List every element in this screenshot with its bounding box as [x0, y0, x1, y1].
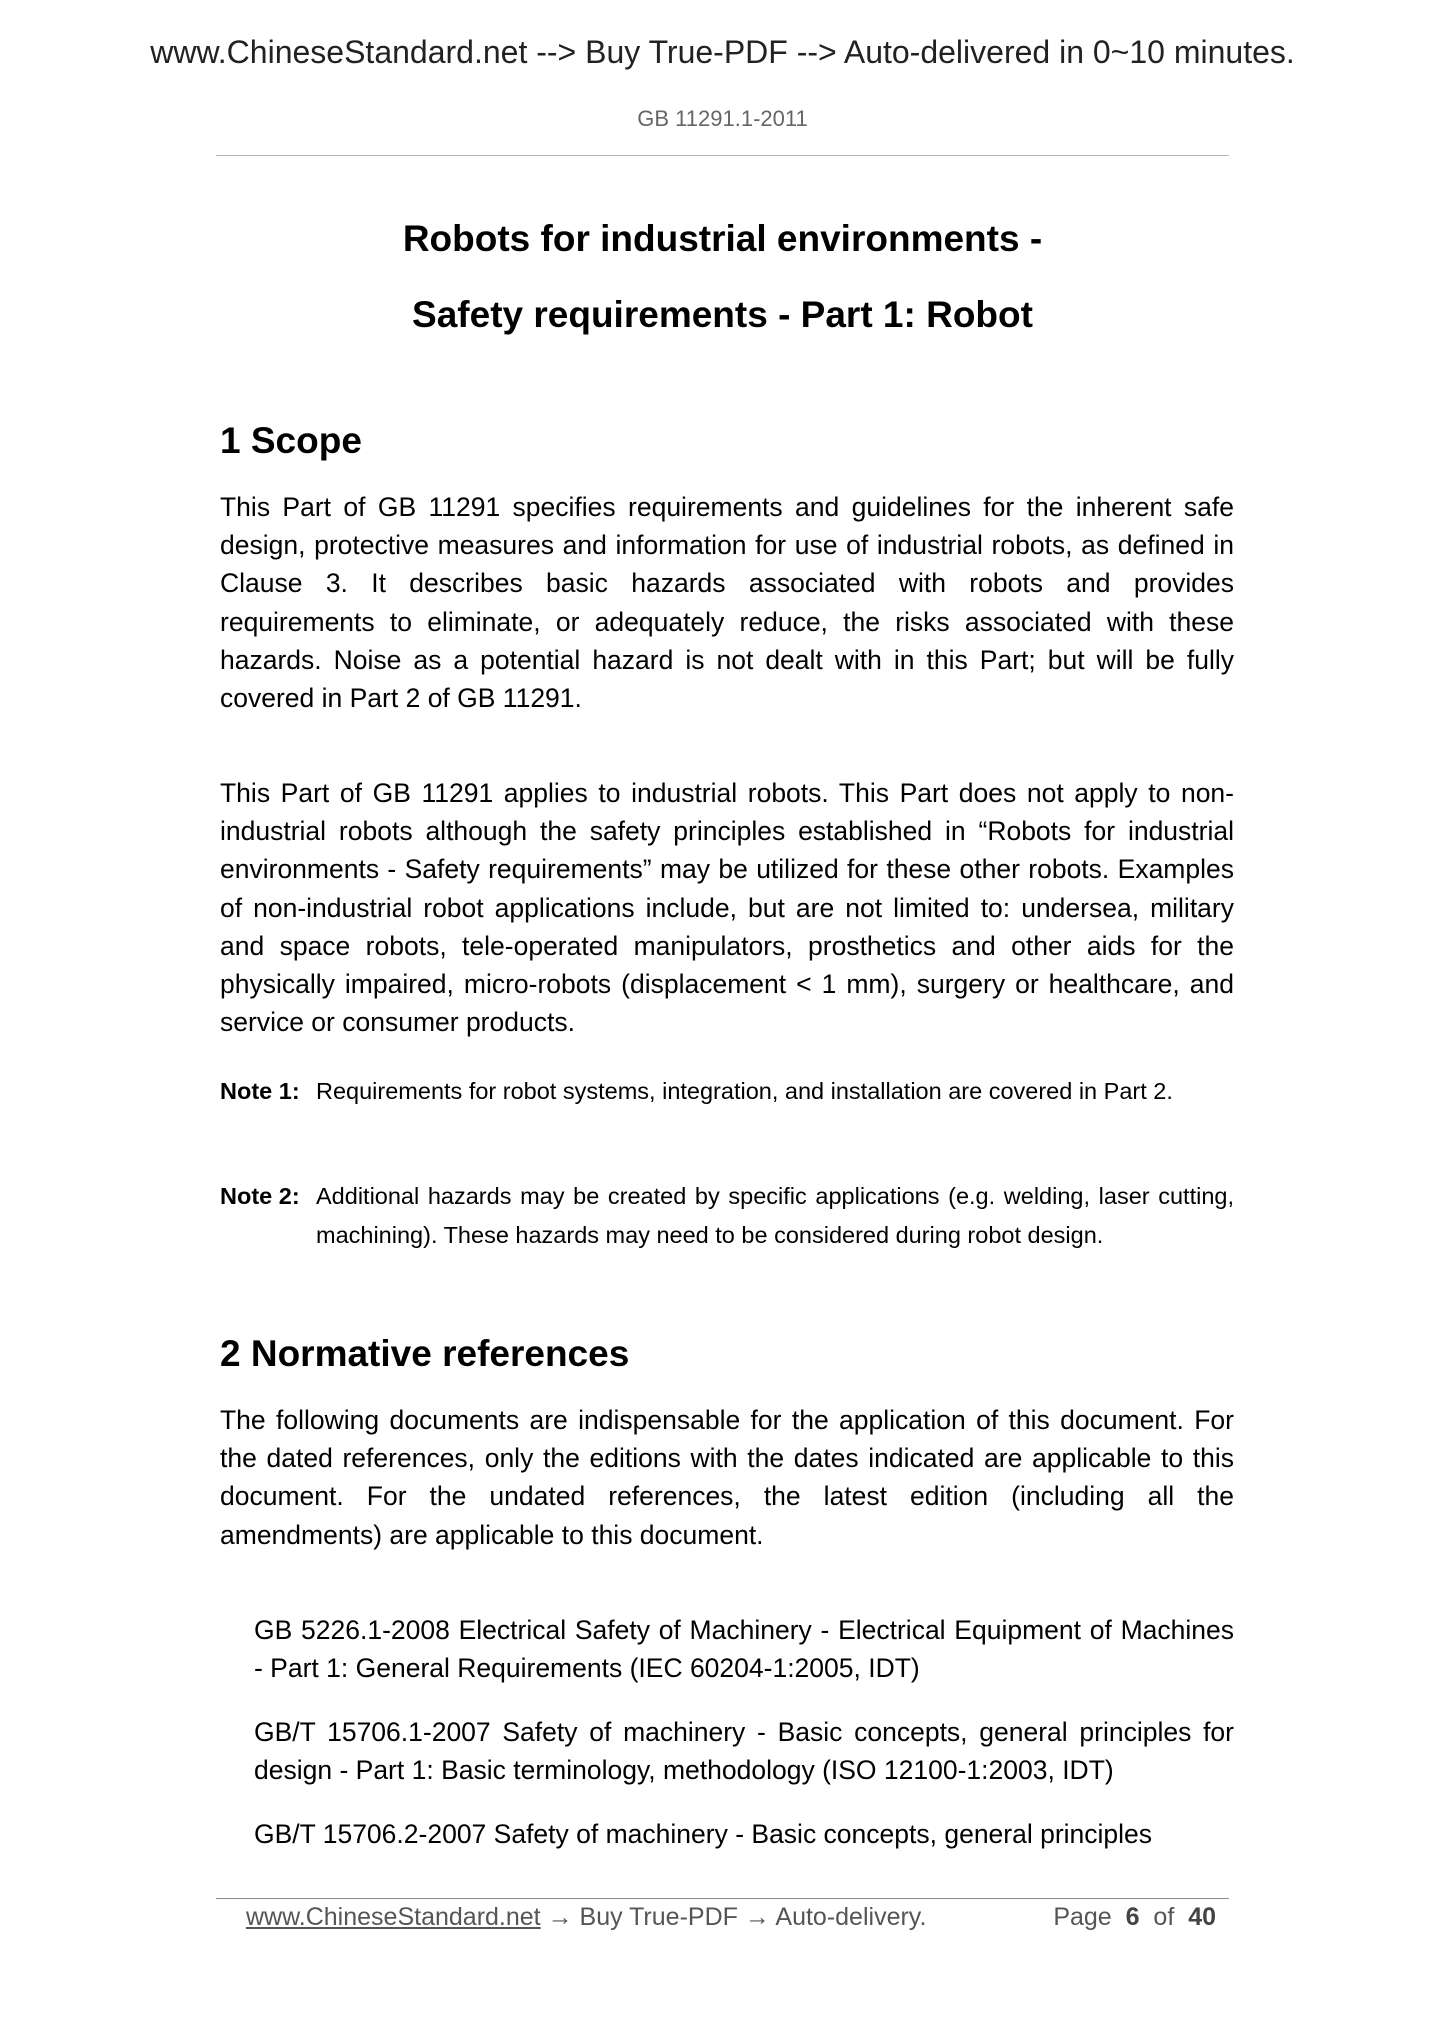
note-1-text: Requirements for robot systems, integration, and installation are covered in Part 2.	[316, 1078, 1173, 1104]
note-1	[220, 1072, 1234, 1111]
scope-paragraph-2: This Part of GB 11291 applies to industrial robots. This Part does not apply to non-industrial robots although the safety principles established in “Robots for industrial environments - Safety requirements” may be utilized for these other robots. Examples of non-industrial robot applications include, but are not limited to: undersea, military and space robots, tele-operated manipulators, prosthetics and other aids for the physically impaired, micro-robots (displacement < 1 mm), surgery or healthcare, and service or consumer products.	[220, 778, 1234, 1038]
reference-item: GB 5226.1-2008 Electrical Safety of Machinery - Electrical Equipment of Machines - Part 1: General Requirements (IEC 60204-1:2005, IDT)	[254, 1615, 1234, 1684]
page-number: 6	[1125, 1903, 1140, 1931]
header-divider	[216, 155, 1229, 156]
header-banner: www.ChineseStandard.net --> Buy True-PDF --> Auto-delivered in 0~10 minutes.	[150, 34, 1295, 70]
footer	[246, 1903, 1216, 1932]
note-2-text: Additional hazards may be created by specific applications (e.g. welding, laser cutting, machining). These hazards may need to be considered during robot design.	[316, 1183, 1234, 1248]
note-2	[220, 1177, 1234, 1254]
reference-item: GB/T 15706.1-2007 Safety of machinery - Basic concepts, general principles for design - Part 1: Basic terminology, methodology (ISO 12100-1:2003, IDT)	[254, 1717, 1234, 1786]
footer-site-link[interactable]: www.ChineseStandard.net	[246, 1903, 541, 1931]
page-indicator	[1053, 1903, 1216, 1932]
section-heading-scope: 1 Scope	[220, 420, 362, 461]
standard-code: GB 11291.1-2011	[637, 106, 808, 131]
normative-references-intro: The following documents are indispensable for the application of this document. For the dated references, only the editions with the dates indicated are applicable to this document. For the undated references, the latest edition (including all the amendments) are applicable to this document.	[220, 1405, 1234, 1550]
reference-item: GB/T 15706.2-2007 Safety of machinery - Basic concepts, general principles	[254, 1819, 1153, 1849]
page-word: Page	[1053, 1903, 1112, 1931]
note-1-label: Note 1:	[220, 1078, 300, 1104]
footer-divider	[216, 1898, 1229, 1899]
footer-tagline: → Buy True-PDF → Auto-delivery.	[540, 1903, 927, 1931]
scope-paragraph-1: This Part of GB 11291 specifies requirements and guidelines for the inherent safe design, protective measures and information for use of industrial robots, as defined in Clause 3. It describes basic hazards associated with robots and provides requirements to eliminate, or adequately reduce, the risks associated with these hazards. Noise as a potential hazard is not dealt with in this Part; but will be fully covered in Part 2 of GB 11291.	[220, 492, 1234, 714]
page-total: 40	[1188, 1903, 1216, 1931]
document-title-line2: Safety requirements - Part 1: Robot	[412, 294, 1033, 335]
section-heading-normative-references: 2 Normative references	[220, 1333, 630, 1374]
note-2-label: Note 2:	[220, 1183, 300, 1209]
of-word: of	[1153, 1903, 1175, 1931]
document-title-line1: Robots for industrial environments -	[402, 218, 1043, 259]
